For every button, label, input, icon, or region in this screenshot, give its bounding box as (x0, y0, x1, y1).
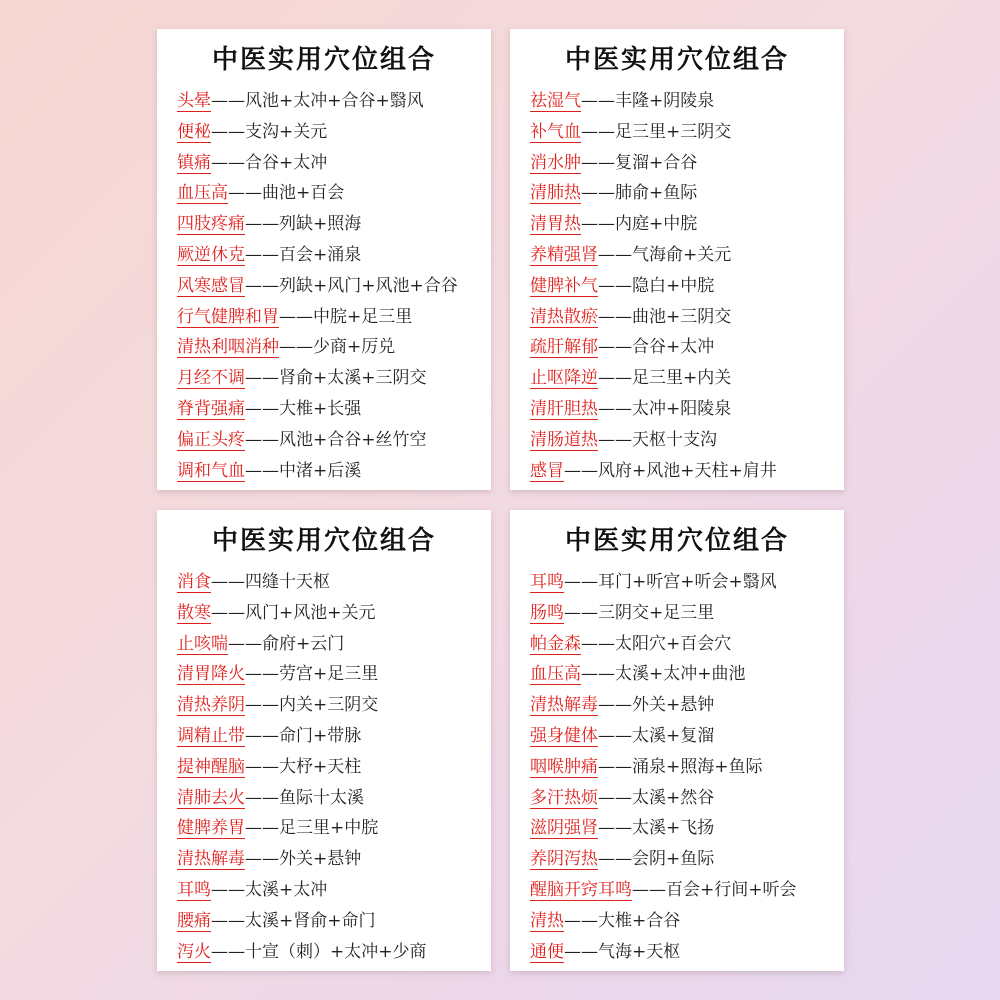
acupoint-combination: ——大杼+天柱 (245, 756, 362, 777)
acupoint-combination: ——风门+风池+关元 (211, 602, 376, 623)
symptom-label: 清热解毒 (177, 849, 245, 870)
list-item (530, 721, 838, 752)
symptom-label: 养阴泻热 (530, 849, 598, 870)
symptom-label: 止呕降逆 (530, 368, 598, 389)
acupoint-combination: ——太溪+太冲+曲池 (581, 664, 746, 685)
acupoint-combination: ——三阴交+足三里 (564, 602, 715, 623)
list-item (177, 425, 485, 456)
symptom-label: 祛湿气 (530, 91, 581, 111)
acupoint-combination: ——太阳穴+百会穴 (581, 633, 732, 654)
symptom-label: 健脾养胃 (177, 818, 245, 839)
symptom-label: 偏正头疼 (177, 429, 245, 450)
acupoint-combination: ——劳宫+足三里 (245, 664, 379, 685)
symptom-label: 止咳喘 (177, 633, 228, 654)
list-item (530, 875, 838, 906)
symptom-label: 醒脑开窍耳鸣 (530, 879, 632, 900)
list-item (177, 148, 485, 179)
card-title: 中医实用穴位组合 (211, 526, 436, 556)
acupoint-combination: ——太溪+肾俞+命门 (211, 910, 376, 931)
symptom-label: 泻火 (177, 941, 211, 962)
symptom-label: 耳鸣 (177, 879, 211, 900)
list-item (530, 844, 838, 875)
list-item (177, 875, 485, 906)
list-item (177, 567, 485, 598)
acupoint-combination: ——太冲+阳陵泉 (598, 398, 732, 419)
list-item (530, 813, 838, 844)
symptom-label: 清肝胆热 (530, 398, 598, 419)
symptom-label: 血压高 (530, 664, 581, 685)
symptom-label: 四肢疼痛 (177, 214, 245, 235)
list-item (177, 906, 485, 937)
list-item (177, 629, 485, 660)
symptom-label: 风寒感冒 (177, 275, 245, 296)
symptom-label: 清热解毒 (530, 695, 598, 716)
list-item (530, 332, 838, 363)
list-item (177, 844, 485, 875)
acupoint-card-4 (510, 510, 844, 971)
entry-list (530, 567, 838, 967)
symptom-label: 调精止带 (177, 725, 245, 746)
symptom-label: 清热散瘀 (530, 306, 598, 327)
symptom-label: 镇痛 (177, 152, 211, 173)
acupoint-card-1 (157, 29, 491, 490)
symptom-label: 头晕 (177, 91, 211, 111)
acupoint-combination: ——肺俞+鱼际 (581, 183, 698, 204)
entry-list (530, 86, 838, 486)
acupoint-combination: ——会阴+鱼际 (598, 849, 715, 870)
acupoint-combination: ——支沟+关元 (211, 121, 328, 142)
list-item (177, 394, 485, 425)
acupoint-combination: ——中脘+足三里 (279, 306, 413, 327)
symptom-label: 强身健体 (530, 725, 598, 746)
acupoint-combination: ——隐白+中脘 (598, 275, 715, 296)
list-item (530, 240, 838, 271)
acupoint-combination: ——内关+三阴交 (245, 695, 379, 716)
acupoint-combination: ——曲池+百会 (228, 183, 345, 204)
acupoint-card-2 (510, 29, 844, 490)
acupoint-combination: ——风池+合谷+丝竹空 (245, 429, 427, 450)
list-item (530, 906, 838, 937)
acupoint-combination: ——外关+悬钟 (245, 849, 362, 870)
symptom-label: 清热 (530, 910, 564, 931)
symptom-label: 散寒 (177, 602, 211, 623)
symptom-label: 清热养阴 (177, 695, 245, 716)
list-item (177, 302, 485, 333)
acupoint-combination: ——涌泉+照海+鱼际 (598, 756, 763, 777)
symptom-label: 提神醒脑 (177, 756, 245, 777)
list-item (530, 302, 838, 333)
acupoint-combination: ——足三里+内关 (598, 368, 732, 389)
acupoint-combination: ——命门+带脉 (245, 725, 362, 746)
entry-list (177, 567, 485, 967)
symptom-label: 腰痛 (177, 910, 211, 931)
acupoint-combination: ——气海俞+关元 (598, 244, 732, 265)
acupoint-combination: ——十宣（刺）+太冲+少商 (211, 941, 427, 962)
symptom-label: 耳鸣 (530, 572, 564, 592)
symptom-label: 清肠道热 (530, 429, 598, 450)
list-item (177, 332, 485, 363)
symptom-label: 月经不调 (177, 368, 245, 389)
acupoint-combination: ——百会+行间+听会 (632, 879, 797, 900)
acupoint-combination: ——大椎+长强 (245, 398, 362, 419)
list-item (177, 240, 485, 271)
list-item (530, 783, 838, 814)
list-item (177, 783, 485, 814)
acupoint-combination: ——风池+太冲+合谷+翳风 (211, 91, 424, 111)
list-item (177, 813, 485, 844)
symptom-label: 健脾补气 (530, 275, 598, 296)
acupoint-combination: ——气海+天枢 (564, 941, 681, 962)
list-item (530, 271, 838, 302)
acupoint-combination: ——合谷+太冲 (598, 337, 715, 358)
acupoint-combination: ——鱼际十太溪 (245, 787, 364, 808)
list-item (177, 690, 485, 721)
list-item (530, 567, 838, 598)
symptom-label: 调和气血 (177, 460, 245, 481)
acupoint-combination: ——外关+悬钟 (598, 695, 715, 716)
symptom-label: 滋阴强肾 (530, 818, 598, 839)
list-item (177, 937, 485, 968)
acupoint-combination: ——内庭+中脘 (581, 214, 698, 235)
symptom-label: 行气健脾和胃 (177, 306, 279, 327)
acupoint-combination: ——列缺+照海 (245, 214, 362, 235)
card-title: 中医实用穴位组合 (564, 526, 789, 556)
acupoint-combination: ——太溪+然谷 (598, 787, 715, 808)
acupoint-combination: ——太溪+太冲 (211, 879, 328, 900)
acupoint-combination: ——足三里+中脘 (245, 818, 379, 839)
acupoint-combination: ——大椎+合谷 (564, 910, 681, 931)
symptom-label: 咽喉肿痛 (530, 756, 598, 777)
list-item (530, 659, 838, 690)
list-item (530, 629, 838, 660)
symptom-label: 疏肝解郁 (530, 337, 598, 358)
acupoint-combination: ——肾俞+太溪+三阴交 (245, 368, 427, 389)
symptom-label: 清肺去火 (177, 787, 245, 808)
list-item (530, 363, 838, 394)
list-item (530, 178, 838, 209)
list-item (530, 598, 838, 629)
list-item (530, 425, 838, 456)
symptom-label: 通便 (530, 941, 564, 962)
list-item (530, 86, 838, 117)
symptom-label: 多汗热烦 (530, 787, 598, 808)
list-item (177, 721, 485, 752)
acupoint-combination: ——少商+厉兑 (279, 337, 396, 358)
list-item (177, 117, 485, 148)
list-item (530, 117, 838, 148)
symptom-label: 清肺热 (530, 183, 581, 204)
symptom-label: 消食 (177, 572, 211, 592)
symptom-label: 感冒 (530, 460, 564, 481)
list-item (177, 659, 485, 690)
acupoint-combination: ——曲池+三阴交 (598, 306, 732, 327)
symptom-label: 消水肿 (530, 152, 581, 173)
list-item (530, 937, 838, 968)
acupoint-combination: ——丰隆+阴陵泉 (581, 91, 715, 111)
symptom-label: 血压高 (177, 183, 228, 204)
list-item (177, 209, 485, 240)
list-item (530, 752, 838, 783)
acupoint-card-3 (157, 510, 491, 971)
symptom-label: 补气血 (530, 121, 581, 142)
list-item (177, 752, 485, 783)
list-item (530, 690, 838, 721)
list-item (530, 209, 838, 240)
acupoint-combination: ——太溪+复溜 (598, 725, 715, 746)
symptom-label: 脊背强痛 (177, 398, 245, 419)
list-item (177, 178, 485, 209)
acupoint-combination: ——复溜+合谷 (581, 152, 698, 173)
acupoint-combination: ——足三里+三阴交 (581, 121, 732, 142)
acupoint-combination: ——太溪+飞扬 (598, 818, 715, 839)
list-item (530, 456, 838, 487)
list-item (177, 456, 485, 487)
acupoint-combination: ——俞府+云门 (228, 633, 345, 654)
acupoint-combination: ——耳门+听宫+听会+翳风 (564, 572, 777, 592)
symptom-label: 便秘 (177, 121, 211, 142)
list-item (530, 394, 838, 425)
list-item (177, 271, 485, 302)
symptom-label: 厥逆休克 (177, 244, 245, 265)
card-title: 中医实用穴位组合 (211, 45, 436, 75)
card-title: 中医实用穴位组合 (564, 45, 789, 75)
list-item (177, 86, 485, 117)
symptom-label: 清热利咽消种 (177, 337, 279, 358)
symptom-label: 清胃热 (530, 214, 581, 235)
acupoint-combination: ——中渚+后溪 (245, 460, 362, 481)
acupoint-combination: ——四缝十天枢 (211, 572, 330, 592)
acupoint-combination: ——百会+涌泉 (245, 244, 362, 265)
list-item (177, 363, 485, 394)
symptom-label: 清胃降火 (177, 664, 245, 685)
symptom-label: 帕金森 (530, 633, 581, 654)
list-item (177, 598, 485, 629)
acupoint-combination: ——天枢十支沟 (598, 429, 717, 450)
acupoint-combination: ——合谷+太冲 (211, 152, 328, 173)
acupoint-combination: ——风府+风池+天柱+肩井 (564, 460, 777, 481)
entry-list (177, 86, 485, 486)
list-item (530, 148, 838, 179)
symptom-label: 养精强肾 (530, 244, 598, 265)
acupoint-combination: ——列缺+风门+风池+合谷 (245, 275, 458, 296)
symptom-label: 肠鸣 (530, 602, 564, 623)
